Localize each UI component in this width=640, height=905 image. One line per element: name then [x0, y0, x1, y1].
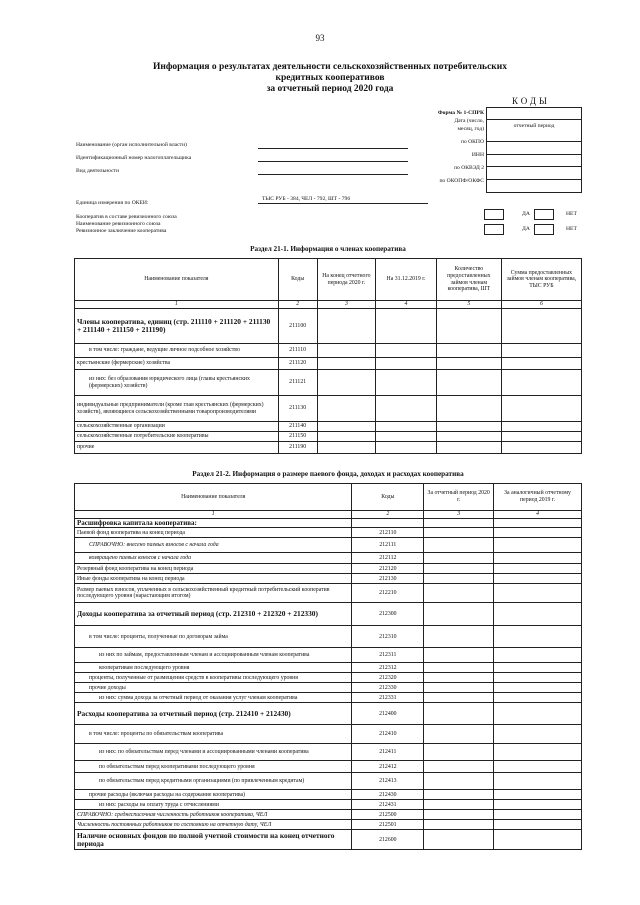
value-cell[interactable]	[424, 603, 494, 626]
finance-row-212130	[75, 574, 582, 584]
colnum: 5	[436, 301, 501, 309]
value-cell[interactable]	[494, 538, 582, 553]
audit-union: Кооператив в составе ревизионного союза	[76, 214, 177, 220]
members-colnum-row	[75, 301, 582, 309]
row-code: 212312	[352, 663, 424, 673]
value-cell[interactable]	[494, 663, 582, 673]
col-header-code: Коды	[352, 484, 424, 511]
value-cell[interactable]	[424, 683, 494, 693]
row-label: Расходы кооператива за отчетный период (стр. 212410 + 212430)	[75, 703, 352, 725]
value-cell[interactable]	[494, 603, 582, 626]
row-label: прочие доходы	[75, 683, 352, 693]
value-cell[interactable]	[376, 309, 437, 344]
title-line-3: за отчетный период 2020 года	[266, 84, 394, 94]
value-cell[interactable]	[494, 584, 582, 603]
row-label: Резервный фонд кооператива на конец периода	[75, 564, 352, 574]
colnum: 1	[75, 301, 279, 309]
page-number: 93	[315, 33, 325, 43]
col-header-name: Наименование показателя	[75, 484, 352, 511]
row-code: 212413	[352, 773, 424, 790]
colnum: 1	[75, 511, 352, 519]
value-cell[interactable]	[424, 810, 494, 820]
value-cell[interactable]	[436, 442, 501, 454]
no-checkbox-1[interactable]	[534, 209, 554, 220]
audit-union-name: Наименование ревизионного союза	[76, 221, 161, 227]
row-label: из них: расходы на оплату труда с отчислениями	[75, 800, 352, 810]
row-label: крестьянские (фермерские) хозяйства	[75, 358, 279, 370]
value-cell[interactable]	[436, 358, 501, 370]
row-label: прочие расходы (включая расходы на содержание кооператива)	[75, 790, 352, 800]
row-code: 212112	[352, 553, 424, 564]
value-cell[interactable]	[424, 820, 494, 830]
value-cell[interactable]	[317, 344, 376, 358]
value-cell[interactable]	[494, 773, 582, 790]
value-cell[interactable]	[494, 744, 582, 761]
finance-row-212501	[75, 820, 582, 830]
finance-row-212410	[75, 725, 582, 744]
row-label: проценты, полученные от размещения средств в кооперативы последующего уровня	[75, 673, 352, 683]
value-cell[interactable]	[424, 673, 494, 683]
date-label: Дата (число,	[454, 118, 484, 124]
row-label: Наличие основных фондов по полной учетной стоимости на конец отчетного периода	[75, 830, 352, 850]
value-cell[interactable]	[501, 432, 581, 442]
row-code: 211100	[278, 309, 317, 344]
value-cell[interactable]	[436, 422, 501, 432]
value-cell[interactable]	[424, 553, 494, 564]
value-cell[interactable]	[424, 584, 494, 603]
value-cell[interactable]	[424, 703, 494, 725]
row-code: 211130	[278, 396, 317, 422]
colnum: 4	[376, 301, 437, 309]
row-label: из них: по обязательствам перед членами и ассоциированными членами кооператива	[75, 744, 352, 761]
value-cell[interactable]	[494, 528, 582, 538]
value-cell[interactable]	[494, 703, 582, 725]
row-label: Иные фонды кооператива на конец периода	[75, 574, 352, 584]
row-label: по обязательствам перед кооперативами последующего уровня	[75, 761, 352, 773]
finance-row-212500	[75, 810, 582, 820]
value-cell[interactable]	[317, 309, 376, 344]
row-code: 212311	[352, 648, 424, 663]
value-cell[interactable]	[501, 370, 581, 396]
row-code: 212412	[352, 761, 424, 773]
row-code: 212600	[352, 830, 424, 850]
value-cell[interactable]	[494, 820, 582, 830]
members-row-211190	[75, 442, 582, 454]
col-header-name: Наименование показателя	[75, 259, 279, 301]
members-header-row	[75, 259, 582, 301]
row-label: из них: без образования юридического лица (главы крестьянских (фермерских) хозяйств)	[75, 370, 279, 396]
row-code: 212431	[352, 800, 424, 810]
units-label: Единица измерения по ОКЕИ:	[76, 200, 149, 206]
finance-row-212111	[75, 538, 582, 553]
col-header-end: На конец отчетного периода 2020 г.	[317, 259, 376, 301]
value-cell[interactable]	[376, 432, 437, 442]
colnum: 2	[278, 301, 317, 309]
section2-title: Раздел 21-2. Информация о размере паевого фонда, доходах и расходах кооператива	[192, 470, 464, 478]
value-cell[interactable]	[424, 830, 494, 850]
value-cell[interactable]	[376, 370, 437, 396]
value-cell[interactable]	[424, 761, 494, 773]
row-code: 212120	[352, 564, 424, 574]
row-label: по обязательствам перед кредитными организациями (по привлеченным кредитам)	[75, 773, 352, 790]
finance-row-212600	[75, 830, 582, 850]
okved-label: по ОКВЭД 2	[454, 165, 484, 171]
value-cell[interactable]	[494, 830, 582, 850]
value-cell[interactable]	[494, 673, 582, 683]
value-cell[interactable]	[494, 810, 582, 820]
finance-row-212300	[75, 603, 582, 626]
value-cell[interactable]	[317, 432, 376, 442]
row-code: 212300	[352, 603, 424, 626]
units-value: ТЫС РУБ - 384, ЧЕЛ - 792, ШТ - 796	[262, 196, 351, 202]
col-header-prev: За аналогичный отчетному период 2019 г.	[494, 484, 582, 511]
colnum: 6	[501, 301, 581, 309]
row-code: 212111	[352, 538, 424, 553]
value-cell[interactable]	[501, 442, 581, 454]
row-code: 211121	[278, 370, 317, 396]
row-label: сельскохозяйственные потребительские кооперативы	[75, 432, 279, 442]
form-number-label: Форма № 1-СПРК	[437, 110, 484, 116]
finance-row-212112	[75, 553, 582, 564]
value-cell[interactable]	[494, 761, 582, 773]
value-cell[interactable]	[424, 538, 494, 553]
field-activity: Вид деятельности	[76, 168, 119, 174]
row-label: СПРАВОЧНО: среднесписочная численность работников кооператива, ЧЕЛ	[75, 810, 352, 820]
finance-row-212412	[75, 761, 582, 773]
row-code: 212501	[352, 820, 424, 830]
value-cell[interactable]	[501, 422, 581, 432]
col-header-code: Коды	[278, 259, 317, 301]
period-code-value: отчетный период	[513, 123, 555, 129]
value-cell[interactable]	[317, 358, 376, 370]
yes-label-1: ДА	[522, 211, 530, 217]
finance-row-212311	[75, 648, 582, 663]
row-code: 211190	[278, 442, 317, 454]
no-label-1: НЕТ	[566, 211, 577, 217]
colnum: 4	[494, 511, 582, 519]
field-authority: Наименование (орган исполнительной власти)	[76, 142, 187, 148]
value-cell[interactable]	[501, 358, 581, 370]
row-code: 211140	[278, 422, 317, 432]
finance-row-212312	[75, 663, 582, 673]
row-label: прочие	[75, 442, 279, 454]
value-cell[interactable]	[424, 626, 494, 648]
row-code: 212500	[352, 810, 424, 820]
row-label: в том числе: граждане, ведущие личное подсобное хозяйство	[75, 344, 279, 358]
value-cell[interactable]	[494, 648, 582, 663]
codes-header: КОДЫ	[512, 96, 550, 106]
value-cell[interactable]	[494, 800, 582, 810]
value-cell[interactable]	[424, 663, 494, 673]
finance-row-212310	[75, 626, 582, 648]
yes-checkbox-2[interactable]	[484, 224, 504, 235]
finance-table	[74, 483, 582, 850]
row-code: 211110	[278, 344, 317, 358]
value-cell[interactable]	[494, 683, 582, 693]
row-label: в том числе: проценты, полученные по договорам займа	[75, 626, 352, 648]
finance-subhead-row	[75, 519, 582, 528]
value-cell[interactable]	[424, 564, 494, 574]
row-code: 211150	[278, 432, 317, 442]
value-cell[interactable]	[424, 574, 494, 584]
value-cell[interactable]	[494, 693, 582, 703]
members-row-211120	[75, 358, 582, 370]
row-code: 212310	[352, 626, 424, 648]
col-header-prev: На 31.12.2019 г.	[376, 259, 437, 301]
value-cell[interactable]	[494, 574, 582, 584]
finance-row-212210	[75, 584, 582, 603]
value-cell[interactable]	[436, 344, 501, 358]
report-title	[100, 62, 560, 95]
codes-box	[486, 107, 582, 193]
col-header-sum: Сумма предоставленных займов членам кооператива, ТЫС РУБ	[501, 259, 581, 301]
yes-label-2: ДА	[522, 226, 530, 232]
value-cell[interactable]	[494, 626, 582, 648]
finance-row-212110	[75, 528, 582, 538]
value-cell[interactable]	[494, 553, 582, 564]
members-row-211110	[75, 344, 582, 358]
value-cell[interactable]	[376, 344, 437, 358]
finance-row-212411	[75, 744, 582, 761]
value-cell[interactable]	[501, 344, 581, 358]
col-header-current: За отчетный период 2020 г.	[424, 484, 494, 511]
col-header-count: Количество предоставленных займов членам кооператива, ШТ	[436, 259, 501, 301]
row-code: 212400	[352, 703, 424, 725]
value-cell[interactable]	[317, 370, 376, 396]
finance-row-212331	[75, 693, 582, 703]
row-code: 211120	[278, 358, 317, 370]
value-cell[interactable]	[436, 432, 501, 442]
members-table	[74, 258, 582, 454]
value-cell[interactable]	[424, 648, 494, 663]
audit-conclusion: Ревизионное заключение кооператива	[76, 228, 167, 234]
row-code: 212330	[352, 683, 424, 693]
value-cell[interactable]	[501, 309, 581, 344]
row-label: СПРАВОЧНО: внесено паевых взносов с начала года	[75, 538, 352, 553]
value-cell[interactable]	[494, 790, 582, 800]
value-cell[interactable]	[436, 370, 501, 396]
value-cell[interactable]	[424, 773, 494, 790]
row-code: 212130	[352, 574, 424, 584]
row-label: кооперативам последующего уровня	[75, 663, 352, 673]
no-label-2: НЕТ	[566, 226, 577, 232]
finance-row-212330	[75, 683, 582, 693]
title-line-2: кредитных кооперативов	[275, 73, 385, 83]
finance-row-212413	[75, 773, 582, 790]
row-label: Численность постоянных работников по состоянию на отчетную дату, ЧЕЛ	[75, 820, 352, 830]
row-code: 212210	[352, 584, 424, 603]
row-label: из них по займам, предоставленным членам и ассоциированным членам кооператива	[75, 648, 352, 663]
value-cell[interactable]	[424, 744, 494, 761]
row-code: 212411	[352, 744, 424, 761]
finance-row-212400	[75, 703, 582, 725]
value-cell[interactable]	[376, 396, 437, 422]
value-cell[interactable]	[501, 396, 581, 422]
okpo-label: по ОКПО	[460, 139, 484, 145]
value-cell[interactable]	[424, 725, 494, 744]
value-cell[interactable]	[424, 693, 494, 703]
row-label: сельскохозяйственные организации	[75, 422, 279, 432]
members-row-211100	[75, 309, 582, 344]
row-label: Доходы кооператива за отчетный период (стр. 212310 + 212320 + 212330)	[75, 603, 352, 626]
row-code: 212410	[352, 725, 424, 744]
value-cell[interactable]	[494, 564, 582, 574]
okopf-label: по ОКОПФ/ОКФС	[439, 178, 484, 184]
members-row-211130	[75, 396, 582, 422]
value-cell[interactable]	[376, 422, 437, 432]
value-cell[interactable]	[494, 725, 582, 744]
value-cell[interactable]	[376, 442, 437, 454]
row-label: возвращено паевых взносов с начала года	[75, 553, 352, 564]
members-row-211121	[75, 370, 582, 396]
value-cell[interactable]	[424, 528, 494, 538]
colnum: 3	[317, 301, 376, 309]
capital-breakdown-heading: Расшифровка капитала кооператива:	[75, 519, 352, 528]
finance-colnum-row	[75, 511, 582, 519]
date-label-2: месяц, год)	[457, 126, 484, 132]
value-cell[interactable]	[317, 396, 376, 422]
colnum: 2	[352, 511, 424, 519]
finance-row-212320	[75, 673, 582, 683]
section1-title: Раздел 21-1. Информация о членах кооператива	[250, 245, 406, 253]
row-label: из них: сумма дохода за отчетный период от оказания услуг членам кооператива	[75, 693, 352, 703]
field-inn: Идентификационный номер налогоплательщика	[76, 155, 192, 161]
title-line-1: Информация о результатах деятельности сельскохозяйственных потребительских	[152, 62, 507, 72]
row-label: Члены кооператива, единиц (стр. 211110 + 211120 + 211130 + 211140 + 211150 + 211190)	[75, 309, 279, 344]
yes-checkbox-1[interactable]	[484, 209, 504, 220]
value-cell[interactable]	[436, 309, 501, 344]
row-code: 212110	[352, 528, 424, 538]
row-label: в том числе: проценты по обязательствам кооператива	[75, 725, 352, 744]
colnum: 3	[424, 511, 494, 519]
value-cell[interactable]	[424, 800, 494, 810]
no-checkbox-2[interactable]	[534, 224, 554, 235]
row-code: 212331	[352, 693, 424, 703]
members-row-211140	[75, 422, 582, 432]
value-cell[interactable]	[436, 396, 501, 422]
finance-header-row	[75, 484, 582, 511]
finance-row-212120	[75, 564, 582, 574]
row-label: Паевой фонд кооператива на конец периода	[75, 528, 352, 538]
members-row-211150	[75, 432, 582, 442]
row-code: 212320	[352, 673, 424, 683]
finance-row-212430	[75, 790, 582, 800]
value-cell[interactable]	[317, 442, 376, 454]
value-cell[interactable]	[424, 790, 494, 800]
row-code: 212430	[352, 790, 424, 800]
value-cell[interactable]	[317, 422, 376, 432]
value-cell[interactable]	[376, 358, 437, 370]
finance-row-212431	[75, 800, 582, 810]
inn-label: ИНН	[471, 152, 484, 158]
row-label: Размер паевых взносов, уплаченных в сельскохозяйственный кредитный потребительский кооператив последующего уровня (нарастающим итогом)	[75, 584, 352, 603]
row-label: индивидуальные предприниматели (кроме глав крестьянских (фермерских) хозяйств), являющиеся сельскохозяйственными товаропроизводителями	[75, 396, 279, 422]
